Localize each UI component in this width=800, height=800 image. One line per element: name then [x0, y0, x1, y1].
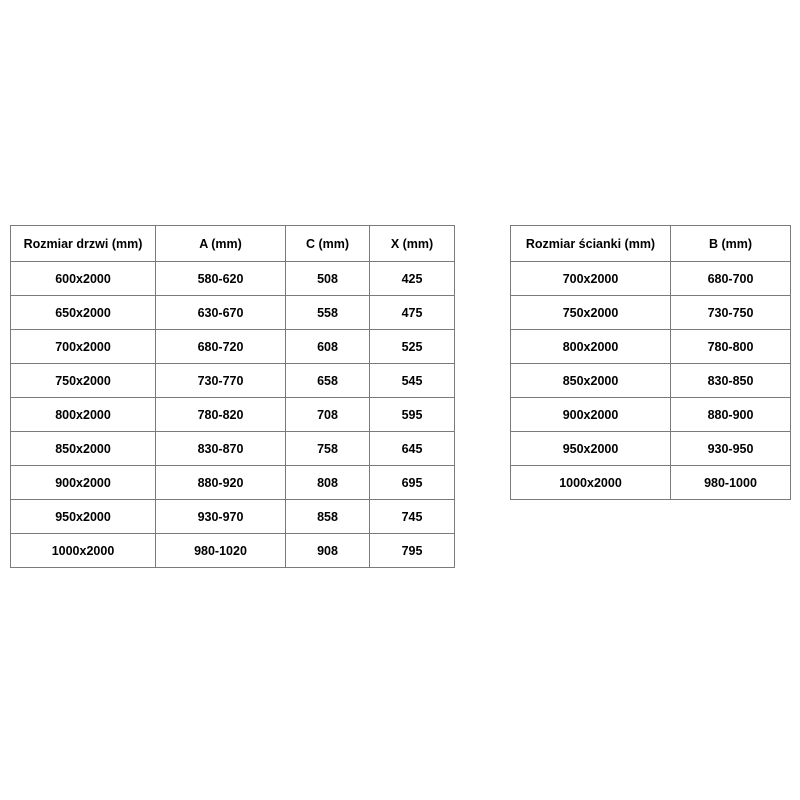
doors-table-header [11, 226, 455, 262]
walls-table-body [511, 262, 791, 500]
cell-a: 680-720 [156, 330, 286, 364]
cell-x: 795 [370, 534, 455, 568]
cell-c: 758 [286, 432, 370, 466]
cell-door-size: 600x2000 [11, 262, 156, 296]
table-row [511, 432, 791, 466]
cell-c: 558 [286, 296, 370, 330]
cell-b: 780-800 [671, 330, 791, 364]
cell-x: 425 [370, 262, 455, 296]
cell-door-size: 950x2000 [11, 500, 156, 534]
table-row [11, 398, 455, 432]
cell-door-size: 1000x2000 [11, 534, 156, 568]
cell-a: 830-870 [156, 432, 286, 466]
cell-x: 475 [370, 296, 455, 330]
cell-door-size: 800x2000 [11, 398, 156, 432]
table-row [511, 262, 791, 296]
table-row [511, 364, 791, 398]
cell-c: 858 [286, 500, 370, 534]
cell-wall-size: 1000x2000 [511, 466, 671, 500]
cell-x: 595 [370, 398, 455, 432]
column-header-x: X (mm) [370, 226, 455, 262]
table-row [511, 296, 791, 330]
table-header-row [511, 226, 791, 262]
cell-a: 780-820 [156, 398, 286, 432]
doors-size-table-container [10, 225, 455, 568]
table-row [11, 296, 455, 330]
cell-x: 745 [370, 500, 455, 534]
cell-door-size: 900x2000 [11, 466, 156, 500]
cell-door-size: 750x2000 [11, 364, 156, 398]
cell-b: 830-850 [671, 364, 791, 398]
cell-c: 708 [286, 398, 370, 432]
cell-door-size: 650x2000 [11, 296, 156, 330]
column-header-b: B (mm) [671, 226, 791, 262]
cell-c: 908 [286, 534, 370, 568]
cell-a: 630-670 [156, 296, 286, 330]
cell-c: 808 [286, 466, 370, 500]
cell-b: 730-750 [671, 296, 791, 330]
walls-size-table-container [510, 225, 791, 500]
table-row [11, 432, 455, 466]
cell-wall-size: 750x2000 [511, 296, 671, 330]
doors-table-body [11, 262, 455, 568]
cell-a: 730-770 [156, 364, 286, 398]
cell-a: 980-1020 [156, 534, 286, 568]
cell-door-size: 850x2000 [11, 432, 156, 466]
walls-table-header [511, 226, 791, 262]
column-header-c: C (mm) [286, 226, 370, 262]
table-row [11, 330, 455, 364]
table-row [11, 364, 455, 398]
table-row [11, 534, 455, 568]
table-row [11, 466, 455, 500]
cell-wall-size: 800x2000 [511, 330, 671, 364]
cell-c: 608 [286, 330, 370, 364]
cell-a: 880-920 [156, 466, 286, 500]
cell-b: 680-700 [671, 262, 791, 296]
column-header-wall-size: Rozmiar ścianki (mm) [511, 226, 671, 262]
cell-wall-size: 950x2000 [511, 432, 671, 466]
cell-b: 930-950 [671, 432, 791, 466]
table-row [511, 330, 791, 364]
column-header-door-size: Rozmiar drzwi (mm) [11, 226, 156, 262]
cell-c: 508 [286, 262, 370, 296]
cell-x: 525 [370, 330, 455, 364]
cell-wall-size: 900x2000 [511, 398, 671, 432]
cell-door-size: 700x2000 [11, 330, 156, 364]
table-row [11, 500, 455, 534]
column-header-a: A (mm) [156, 226, 286, 262]
walls-size-table [510, 225, 791, 500]
table-row [11, 262, 455, 296]
cell-c: 658 [286, 364, 370, 398]
cell-wall-size: 850x2000 [511, 364, 671, 398]
table-row [511, 466, 791, 500]
table-header-row [11, 226, 455, 262]
cell-x: 695 [370, 466, 455, 500]
cell-x: 545 [370, 364, 455, 398]
cell-x: 645 [370, 432, 455, 466]
cell-b: 980-1000 [671, 466, 791, 500]
doors-size-table [10, 225, 455, 568]
cell-a: 580-620 [156, 262, 286, 296]
cell-wall-size: 700x2000 [511, 262, 671, 296]
cell-a: 930-970 [156, 500, 286, 534]
table-row [511, 398, 791, 432]
cell-b: 880-900 [671, 398, 791, 432]
